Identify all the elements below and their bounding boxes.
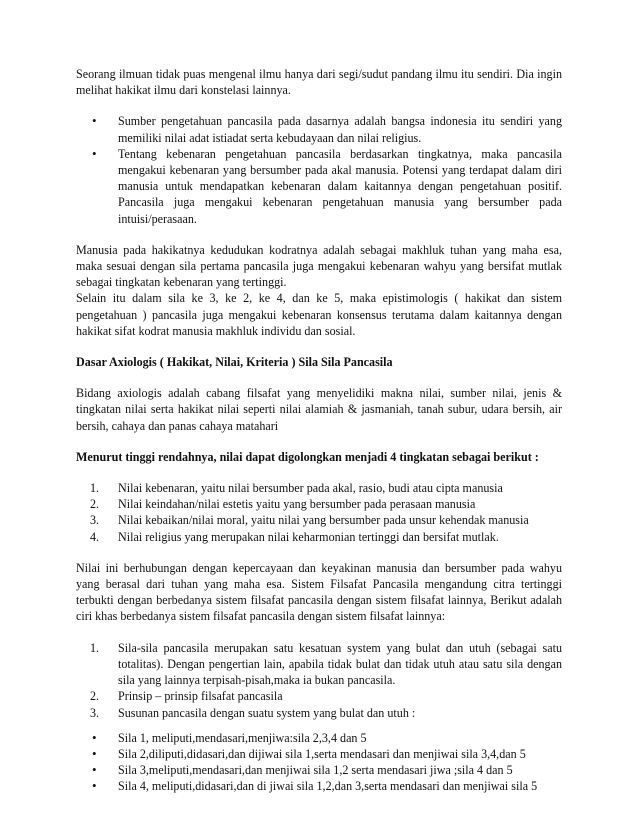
list-item-text: Susunan pancasila dengan suatu system yang bulat dan utuh :	[118, 705, 416, 720]
list-item	[76, 480, 562, 496]
list-item: • Tentang kebenaran pengetahuan pancasila berdasarkan tingkatnya, maka pancasila mengakui kebenaran yang bersumber pada akal manusia. Potensi yang terdapat dalam diri manusia untuk mendapatkan kebenaran dalam kaitannya dengan pengetahuan positif. Pancasila juga mengakui kebenaran pengetahuan manusia yang bersumber pada intuisi/perasaan.	[76, 146, 562, 227]
list-item	[76, 529, 562, 545]
epistemology-bullet-list	[76, 113, 562, 226]
list-item-text: Nilai keindahan/nilai estetis yaitu yang bersumber pada perasaan manusia	[118, 497, 476, 512]
list-item: • Sila 4, meliputi,didasari,dan di jiwai sila 1,2,dan 3,serta mendasari dan menjiwai sila 5	[76, 778, 562, 794]
belief-paragraph: Nilai ini berhubungan dengan kepercayaan dan keyakinan manusia dan bersumber pada wahyu yang berasal dari tuhan yang maha esa. Sistem Filsafat Pancasila mengandung citra tertinggi terbukti dengan berbedanya sistem filsafat pancasila dengan sistem filsafat lainnya, Berikut adalah ciri khas berbedanya sistem filsafat pancasila dengan sistem filsafat lainnya:	[76, 560, 562, 624]
list-number: 1.	[90, 481, 100, 496]
value-levels-heading: Menurut tinggi rendahnya, nilai dapat digolongkan menjadi 4 tingkatan sebagai berikut :	[76, 449, 539, 464]
list-number: 3.	[90, 705, 100, 720]
sila-paragraph: Selain itu dalam sila ke 3, ke 2, ke 4, dan ke 5, maka epistimologis ( hakikat dan sistem pengetahuan ) pancasila juga mengakui kebenaran konsensus terutama dalam kaitannya dengan hakikat sifat kodrat manusia makhluk individu dan sosial.	[76, 291, 562, 338]
list-number: 2.	[90, 497, 100, 512]
list-number: 3.	[90, 513, 100, 528]
list-item-text: Sila-sila pancasila merupakan satu kesatuan system yang bulat dan utuh (sebagai satu totalitas). Dengan pengertian lain, apabila tidak bulat dan tidak utuh atau satu sila dengan sila yang lainnya terpisah-pisah,maka ia bukan pancasila.	[118, 640, 562, 688]
list-item	[76, 705, 562, 721]
document-body	[76, 66, 562, 795]
list-item	[76, 688, 562, 704]
human-nature-paragraph: Manusia pada hakikatnya kedudukan kodratnya adalah sebagai makhluk tuhan yang maha esa, maka sesuai dengan sila pertama pancasila juga mengakui kebenaran wahyu yang bersifat mutlak sebagai tingkatan kebenaran yang tertinggi.	[76, 242, 562, 290]
list-number: 2.	[90, 689, 100, 704]
list-number: 1.	[90, 640, 100, 655]
list-item	[76, 512, 562, 528]
list-item: • Sila 3,meliputi,mendasari,dan menjiwai sila 1,2 serta mendasari jiwa ;sila 4 dan 5	[76, 762, 562, 778]
list-number: 4.	[90, 529, 100, 544]
list-item: • Sumber pengetahuan pancasila pada dasarnya adalah bangsa indonesia itu sendiri yang memiliki nilai adat istiadat serta kebudayaan dan nilai religius.	[76, 113, 562, 145]
axiology-heading: Dasar Axiologis ( Hakikat, Nilai, Kriteria ) Sila Sila Pancasila	[76, 355, 393, 370]
value-levels-list	[76, 480, 562, 545]
list-item: • Sila 2,diliputi,didasari,dan dijiwai sila 1,serta mendasari dan menjiwai sila 3,4,dan 5	[76, 746, 562, 762]
list-item-text: Nilai religius yang merupakan nilai keharmonian tertinggi dan bersifat mutlak.	[118, 529, 499, 544]
axiology-paragraph: Bidang axiologis adalah cabang filsafat yang menyelidiki makna nilai, sumber nilai, jenis & tingkatan nilai serta hakikat nilai seperti nilai alamiah & jasmaniah, tanah subur, udara bersih, air bersih, cahaya dan panas cahaya matahari	[76, 386, 562, 433]
sila-bullet-list	[76, 730, 562, 795]
characteristics-list	[76, 640, 562, 721]
list-item-text: Nilai kebaikan/nilai moral, yaitu nilai yang bersumber pada unsur kehendak manusia	[118, 513, 529, 528]
list-item-text: Nilai kebenaran, yaitu nilai bersumber pada akal, rasio, budi atau cipta manusia	[118, 481, 503, 496]
intro-paragraph: Seorang ilmuan tidak puas mengenal ilmu hanya dari segi/sudut pandang ilmu itu sendiri. Dia ingin melihat hakikat ilmu dari konstelasi lainnya.	[76, 67, 562, 98]
list-item: • Sila 1, meliputi,mendasari,menjiwa:sila 2,3,4 dan 5	[76, 730, 562, 746]
list-item	[76, 640, 562, 689]
list-item	[76, 496, 562, 512]
list-item-text: Prinsip – prinsip filsafat pancasila	[118, 689, 283, 704]
